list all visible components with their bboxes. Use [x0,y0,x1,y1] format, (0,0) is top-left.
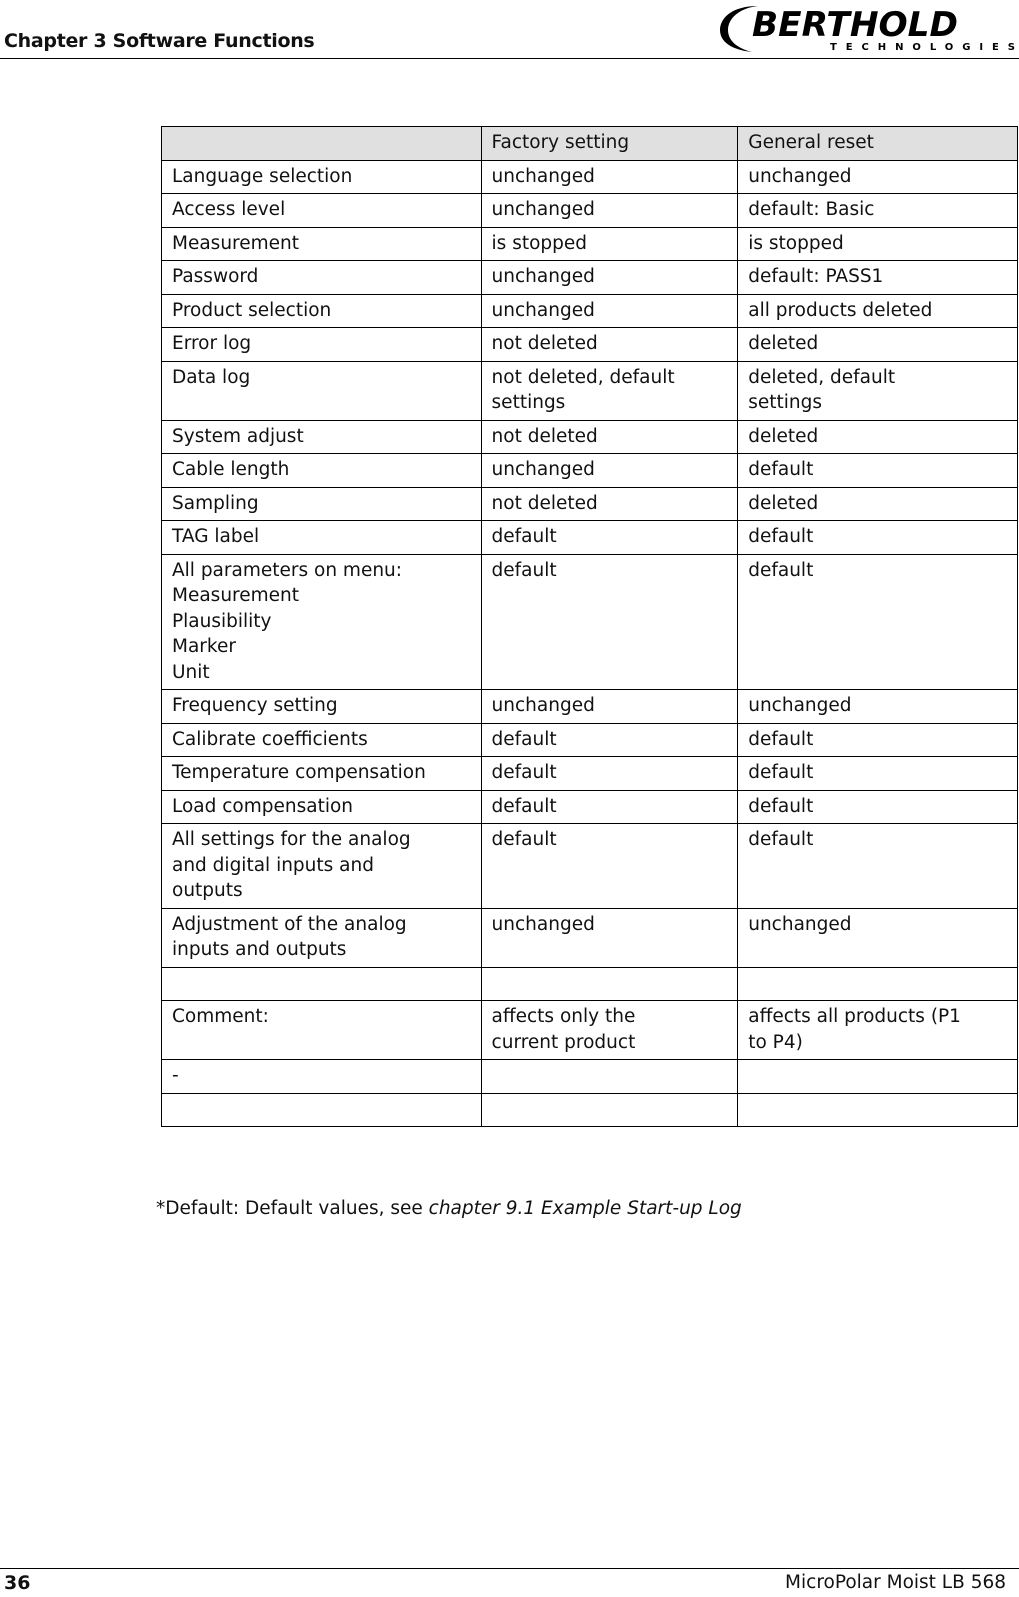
general-reset-cell [738,790,1018,824]
factory-setting-cell [481,690,738,724]
item-cell [162,294,482,328]
cell-text [748,1063,1007,1089]
cell-text: unchanged [748,913,852,935]
cell-text: unchanged [491,695,595,716]
general-reset-cell [738,967,1018,1001]
table-row [162,824,1018,909]
general-reset-cell [738,420,1018,454]
cell-text: Calibrate coefficients [172,728,368,750]
logo-brand: BERTHOLD [752,5,958,45]
cell-text: Marker [172,636,236,657]
item-cell [162,723,482,757]
logo-tagline: TECHNOLOGIES [830,42,1015,53]
cell-text: System adjust [172,425,304,447]
cell-text: affects all products (P1 [748,1006,961,1027]
factory-setting-cell [481,160,738,194]
cell-text: not deleted [491,492,598,514]
table-row [162,454,1018,488]
general-reset-cell [738,1001,1018,1060]
factory-setting-cell [481,227,738,261]
table-header-row [162,127,1018,161]
cell-text: unchanged [491,199,595,220]
cell-text: Plausibility [172,610,272,632]
table-row [162,160,1018,194]
chapter-title: Chapter 3 Software Functions [4,30,315,52]
factory-setting-cell [481,967,738,1001]
cell-text: default [748,526,814,547]
table-row [162,690,1018,724]
factory-setting-cell [481,1001,738,1060]
cell-text: default [748,559,814,581]
cell-text: Data log [172,366,251,388]
cell-text: default [748,762,814,783]
general-reset-cell [738,487,1018,521]
cell-text: Product selection [172,299,332,321]
item-cell [162,554,482,690]
table-row [162,487,1018,521]
general-reset-cell [738,554,1018,690]
factory-setting-cell [481,328,738,362]
table-row [162,1060,1018,1094]
cell-text: Password [172,266,259,287]
factory-setting-cell [481,261,738,295]
item-cell [162,454,482,488]
cell-text [748,1097,1007,1123]
column-header-general-reset: General reset [738,127,1018,161]
cell-text: Comment: [172,1006,269,1027]
general-reset-cell [738,227,1018,261]
table-row [162,294,1018,328]
cell-text: Temperature compensation [172,762,426,783]
factory-setting-cell [481,1060,738,1094]
general-reset-cell [738,723,1018,757]
table-row [162,328,1018,362]
cell-text: Frequency setting [172,695,338,716]
cell-text: deleted, default [748,366,896,388]
factory-setting-cell [481,824,738,909]
page-header [0,0,1019,59]
general-reset-cell [738,757,1018,791]
cell-text: default [491,795,557,817]
cell-text [492,1063,728,1089]
general-reset-cell [738,690,1018,724]
factory-setting-cell [481,420,738,454]
item-cell [162,1060,482,1094]
column-header-item [162,127,482,161]
item-cell [162,160,482,194]
cell-text: Adjustment of the analog [172,913,407,935]
cell-text: outputs [172,880,243,901]
reset-settings-table [161,126,1018,1127]
cell-text: is stopped [748,232,844,254]
general-reset-cell [738,1093,1018,1127]
general-reset-cell [738,294,1018,328]
cell-text [172,971,471,997]
general-reset-cell [738,261,1018,295]
item-cell [162,824,482,909]
footnote [156,1198,742,1219]
general-reset-cell [738,908,1018,967]
cell-text: default: PASS1 [748,266,884,287]
item-cell [162,790,482,824]
factory-setting-cell [481,521,738,555]
factory-setting-cell [481,487,738,521]
table-row [162,757,1018,791]
item-cell [162,690,482,724]
item-cell [162,908,482,967]
cell-text: Access level [172,199,286,220]
cell-text: default [491,526,557,547]
cell-text: Measurement [172,232,300,254]
table-body [162,160,1018,1127]
general-reset-cell [738,160,1018,194]
table-row [162,1093,1018,1127]
cell-text: and digital inputs and [172,854,374,876]
cell-text: Cable length [172,459,290,480]
item-cell [162,361,482,420]
cell-text: Sampling [172,492,259,514]
item-cell [162,1093,482,1127]
general-reset-cell [738,521,1018,555]
cell-text: all products deleted [748,299,933,321]
cell-text: not deleted, default [491,366,675,388]
cell-text [172,1097,471,1123]
cell-text: default [748,795,814,817]
factory-setting-cell [481,908,738,967]
cell-text: Language selection [172,165,353,187]
general-reset-cell [738,361,1018,420]
factory-setting-cell [481,790,738,824]
cell-text: default [491,762,557,783]
cell-text: deleted [748,333,819,354]
table-row [162,227,1018,261]
general-reset-cell [738,1060,1018,1094]
cell-text: default [748,728,814,750]
cell-text: is stopped [491,232,588,254]
footnote-text: *Default: Default values, see [156,1198,429,1219]
cell-text: not deleted [491,425,598,447]
cell-text: default [491,829,557,850]
cell-text: default [491,559,557,581]
cell-text: default: Basic [748,199,875,220]
table-row [162,361,1018,420]
cell-text: deleted [748,492,819,514]
cell-text: affects only the [491,1006,636,1027]
cell-text: Error log [172,333,252,354]
cell-text: settings [748,392,823,413]
cell-text: inputs and outputs [172,939,347,960]
cell-text: not deleted [491,333,598,354]
cell-text: unchanged [491,913,595,935]
cell-text: All parameters on menu: [172,559,403,581]
table-row [162,790,1018,824]
item-cell [162,967,482,1001]
cell-text: unchanged [491,266,595,287]
item-cell [162,261,482,295]
item-cell [162,487,482,521]
page-footer [0,1568,1019,1597]
item-cell [162,227,482,261]
factory-setting-cell [481,554,738,690]
product-name: MicroPolar Moist LB 568 [785,1572,1006,1593]
cell-text: Unit [172,661,210,683]
item-cell [162,194,482,228]
cell-text: unchanged [491,165,595,187]
item-cell [162,420,482,454]
table-row [162,967,1018,1001]
item-cell [162,521,482,555]
factory-setting-cell [481,723,738,757]
column-header-factory-setting: Factory setting [481,127,738,161]
general-reset-cell [738,454,1018,488]
table-row [162,908,1018,967]
cell-text: default [748,829,814,850]
cell-text: to P4) [748,1031,803,1053]
general-reset-cell [738,824,1018,909]
factory-setting-cell [481,1093,738,1127]
factory-setting-cell [481,757,738,791]
table-row [162,194,1018,228]
cell-text: unchanged [491,299,595,321]
page-number: 36 [4,1572,31,1594]
item-cell [162,757,482,791]
cell-text: default [491,728,557,750]
table-row [162,261,1018,295]
general-reset-cell [738,194,1018,228]
cell-text: deleted [748,425,819,447]
table-row [162,521,1018,555]
cell-text: unchanged [491,459,595,480]
factory-setting-cell [481,194,738,228]
general-reset-cell [738,328,1018,362]
cell-text: unchanged [748,165,852,187]
cell-text [492,971,728,997]
item-cell [162,1001,482,1060]
berthold-logo-icon [718,0,1018,54]
cell-text: Measurement [172,585,300,606]
cell-text: All settings for the analog [172,829,411,850]
table-row [162,723,1018,757]
chapter-reference-link: chapter 9.1 Example Start-up Log [428,1198,742,1219]
cell-text: current product [491,1031,636,1053]
cell-text [492,1097,728,1123]
factory-setting-cell [481,294,738,328]
cell-text: default [748,459,814,480]
cell-text [748,971,1007,997]
item-cell [162,328,482,362]
factory-setting-cell [481,361,738,420]
cell-text: - [172,1065,179,1086]
table-row [162,420,1018,454]
factory-setting-cell [481,454,738,488]
cell-text: Load compensation [172,795,354,817]
cell-text: settings [491,392,566,413]
cell-text: TAG label [172,526,260,547]
table-row [162,554,1018,690]
table-row [162,1001,1018,1060]
cell-text: unchanged [748,695,852,716]
